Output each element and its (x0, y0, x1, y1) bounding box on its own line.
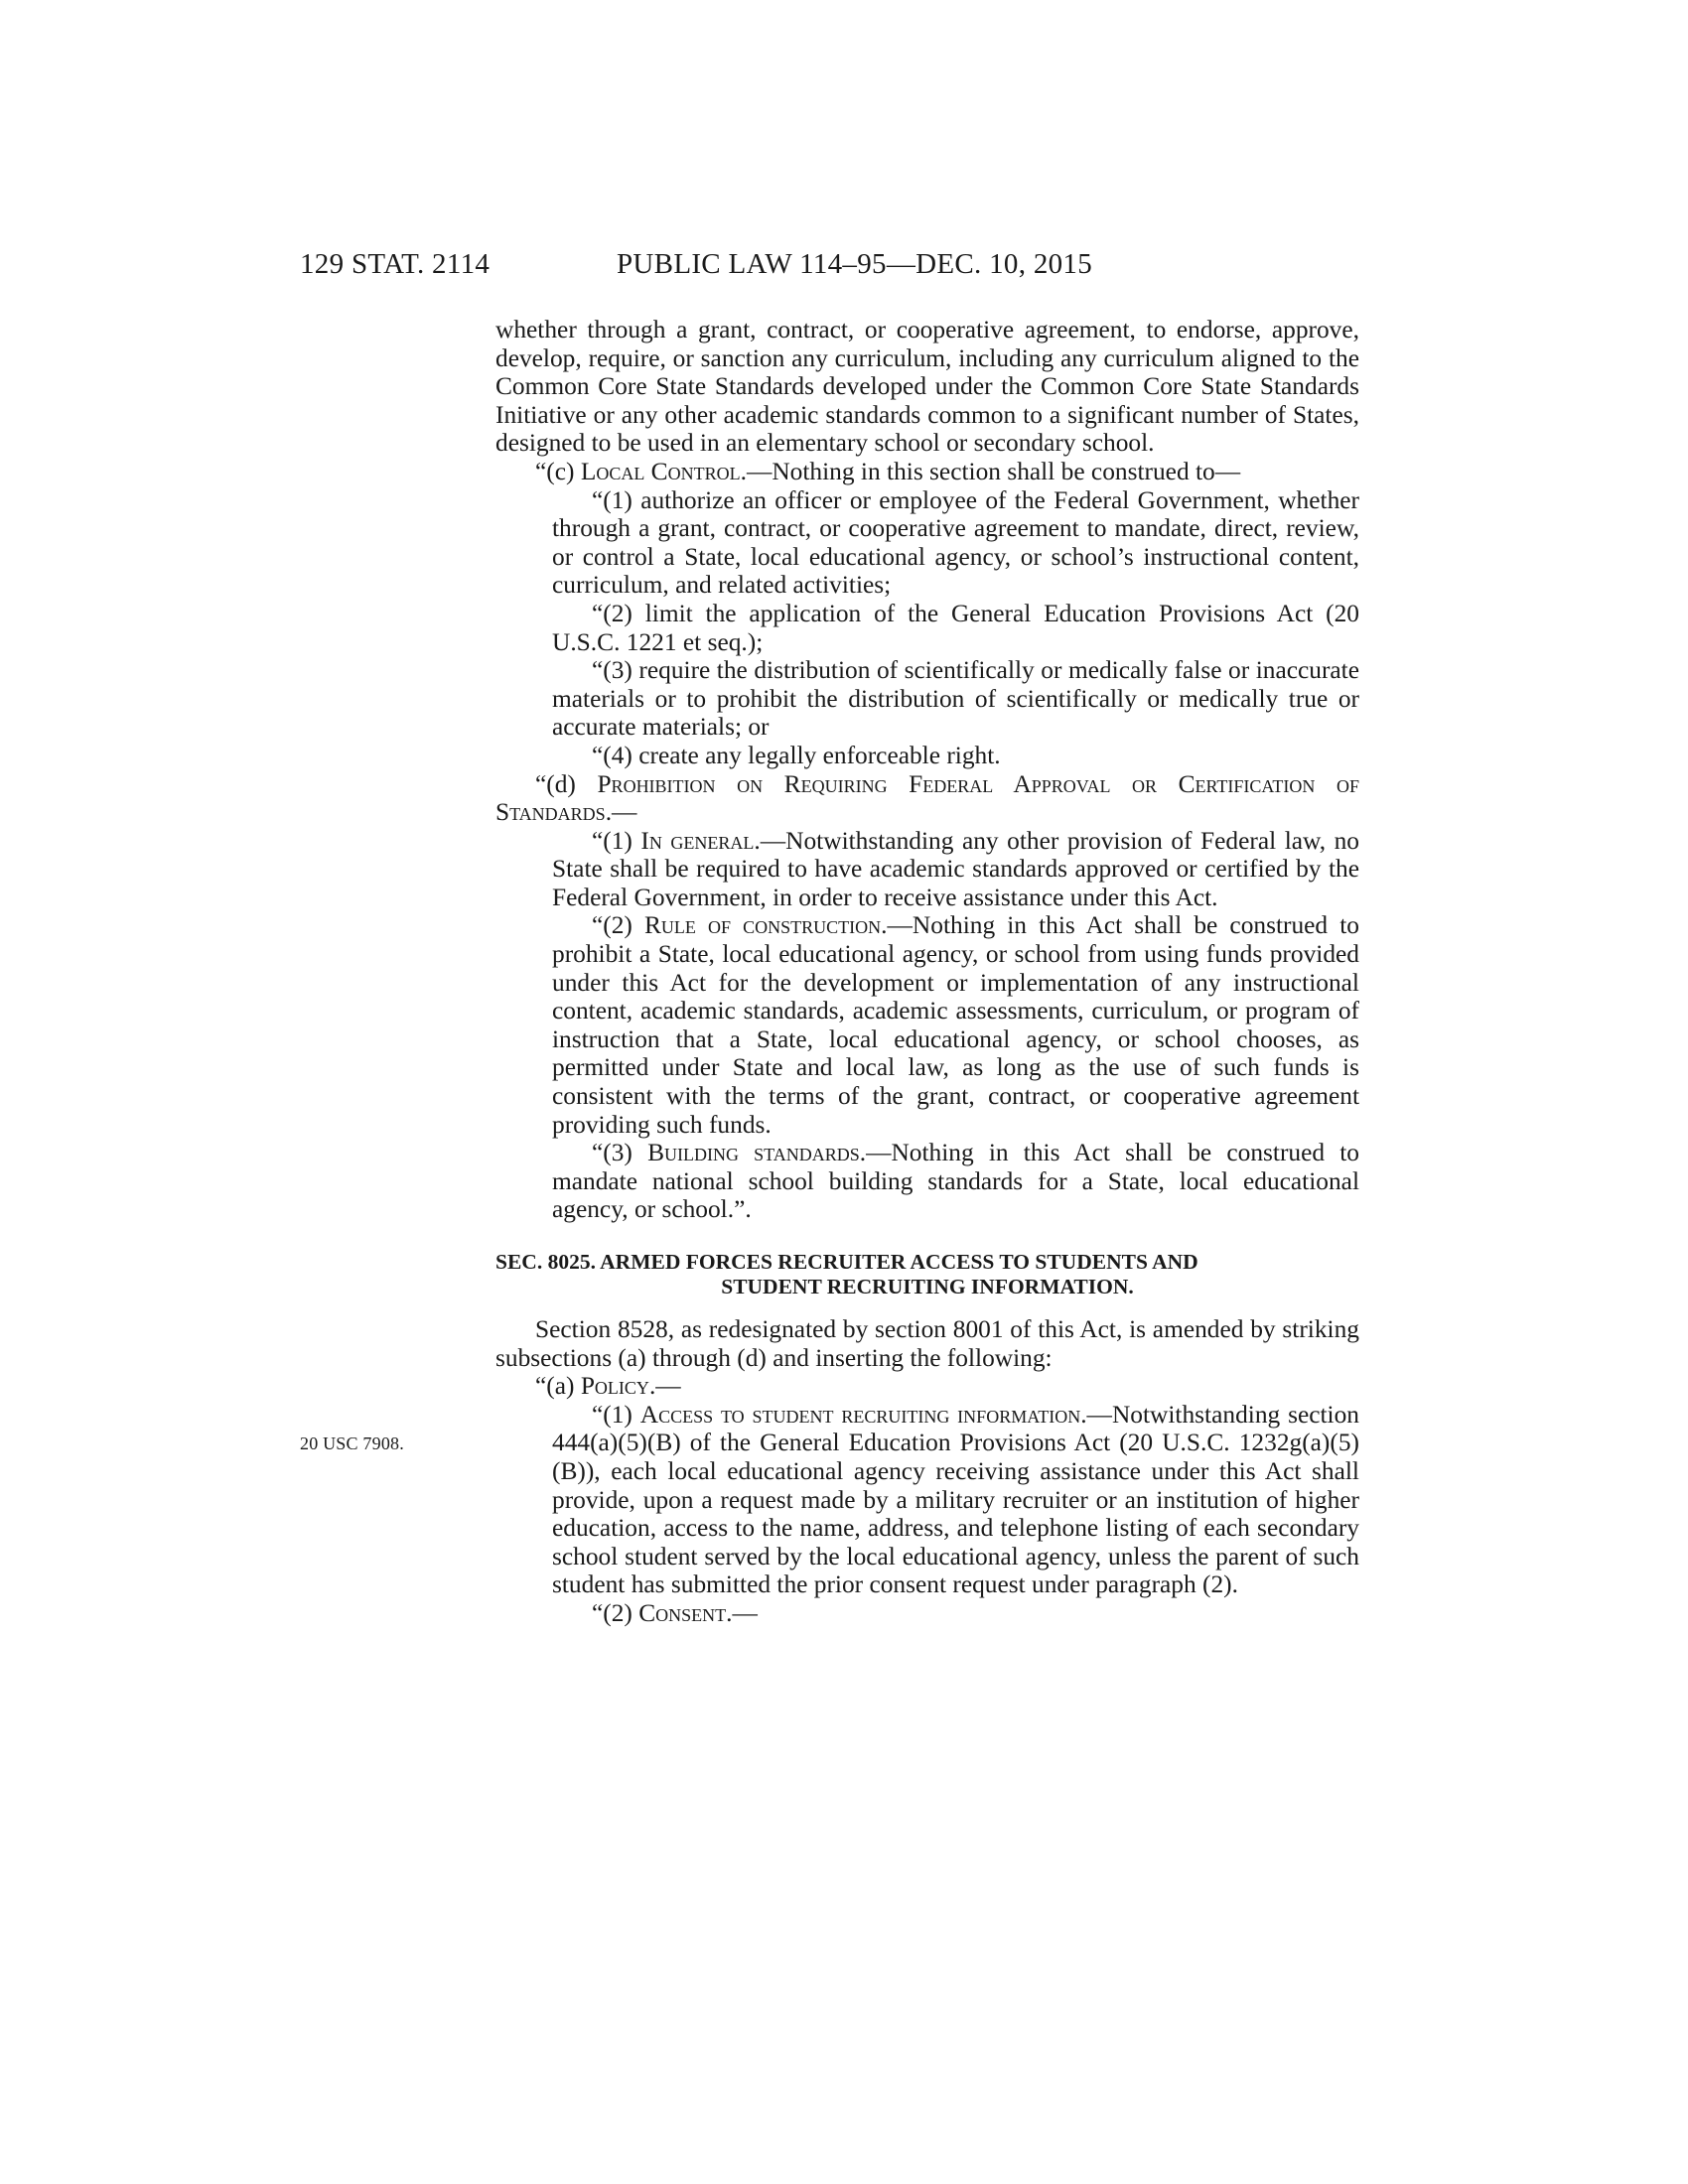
subsection-c-open: “(c) (535, 457, 581, 485)
section-8025-text: Section 8528, as redesignated by section 8001 of this Act, is amended by striking subsections (a) through (d) and inserting the following: (495, 1315, 1359, 1372)
paragraph-d3 (495, 1139, 1359, 1224)
paragraph-a2-open: “(2) (592, 1598, 639, 1627)
paragraph-a1-open: “(1) (592, 1400, 640, 1429)
paragraph-a2-caption: Consent (638, 1598, 727, 1627)
paragraph-d1-caption: In general (640, 826, 755, 855)
paragraph-a1-caption: Access to student recruiting information (639, 1400, 1081, 1429)
subsection-a (495, 1372, 1359, 1401)
paragraph-a2 (495, 1599, 1359, 1628)
paragraph-c2: “(2) limit the application of the General Education Provisions Act (20 U.S.C. 1221 et seq.); (552, 599, 1359, 656)
paragraph-c1: “(1) authorize an officer or employee of the Federal Government, whether through a grant, contract, or cooperative agreement to mandate, direct, review, or control a State, local educational agency, or school’s instructional content, curriculum, and related activities; (552, 485, 1359, 600)
paragraph-continued: whether through a grant, contract, or cooperative agreement, to endorse, approve, develop, require, or sanction any curriculum, including any curriculum aligned to the Common Core State Standards developed under the Common Core State Standards Initiative or any other academic standards common to a significant number of States, designed to be used in an elementary school or secondary school. (495, 316, 1359, 458)
subsection-d (495, 770, 1359, 827)
paragraph-d3-open: “(3) (592, 1139, 648, 1167)
section-heading-line2: STUDENT RECRUITING INFORMATION. (721, 1275, 1134, 1298)
paragraph-d1 (495, 827, 1359, 912)
subsection-d-caption: Prohibition on Requiring Federal Approval or Certification of Standards (495, 769, 1359, 827)
section-heading-line1: SEC. 8025. ARMED FORCES RECRUITER ACCESS TO STUDENTS AND (495, 1250, 1198, 1274)
subsection-c-caption: Local Control (580, 457, 741, 485)
subsection-a-open: “(a) (535, 1372, 581, 1401)
margin-note: 20 USC 7908. (300, 1433, 404, 1453)
paragraph-d3-caption: Building standards (647, 1139, 860, 1167)
paragraph-d3-text: .—Nothing in this Act shall be construed to mandate national school building standards for a State, local educational agency, or school.”. (552, 1139, 1359, 1224)
subsection-a-caption: Policy (580, 1372, 649, 1401)
paragraph-a1 (495, 1401, 1359, 1599)
section-heading (495, 1250, 1359, 1299)
paragraph-a1-text: .—Notwithstanding section 444(a)(5)(B) of the General Education Provisions Act (20 U.S.C. 1232g(a)(5)(B)), each local educational agency receiving assistance under this Act shall provide, upon a request made by a military recruiter or an institution of higher education, access to the name, address, and telephone listing of each secondary school student served by the local educational agency, unless the parent of such student has submitted the prior consent request under paragraph (2). (552, 1400, 1359, 1599)
paragraph-a2-text: .— (726, 1598, 758, 1627)
paragraph-d2-caption: Rule of construction (644, 911, 882, 940)
paragraph-d1-text: .—Notwithstanding any other provision of Federal law, no State shall be required to have academic standards approved or certified by the Federal Government, in order to receive assistance under this Act. (552, 826, 1359, 911)
page-number: 129 STAT. 2114 (300, 248, 491, 280)
paragraph-d1-open: “(1) (592, 826, 641, 855)
paragraph-c3: “(3) require the distribution of scientifically or medically false or inaccurate materials or to prohibit the distribution of scientifically or medically true or accurate materials; or (552, 656, 1359, 742)
paragraph-d2-open: “(2) (592, 911, 644, 940)
running-head: PUBLIC LAW 114–95—DEC. 10, 2015 (617, 248, 1093, 280)
body-text (495, 316, 1359, 1628)
paragraph-d2 (495, 911, 1359, 1139)
paragraph-c4: “(4) create any legally enforceable right. (592, 741, 1001, 769)
subsection-c-text: .—Nothing in this section shall be construed to— (740, 457, 1241, 485)
subsection-d-open: “(d) (535, 769, 598, 798)
paragraph-d2-text: .—Nothing in this Act shall be construed to prohibit a State, local educational agency, or school from using funds provided under this Act for the development or implementation of any instructional content, academic standards, academic assessments, curriculum, or program of instruction that a State, local educational agency, or school chooses, as permitted under State and local law, as long as the use of such funds is consistent with the terms of the grant, contract, or cooperative agreement providing such funds. (552, 911, 1359, 1139)
subsection-d-text: .— (605, 798, 637, 827)
subsection-c (495, 458, 1359, 486)
subsection-a-text: .— (648, 1372, 681, 1401)
